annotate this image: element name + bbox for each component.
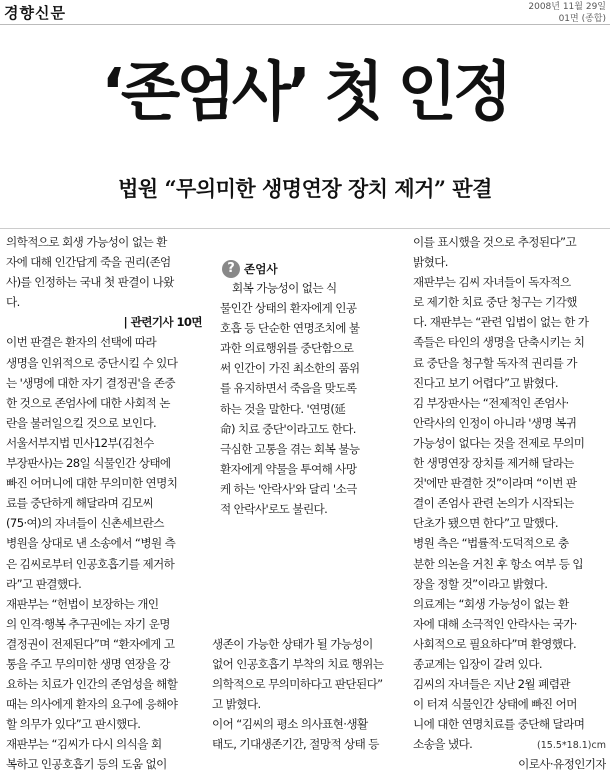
body-line: 부장판사)는 28일 식물인간 상태에: [6, 456, 171, 471]
body-line: 단초가 됐으면 한다”고 말했다.: [413, 516, 558, 531]
masthead: 경향신문: [4, 4, 66, 22]
body-line: 이번 판결은 환자의 선택에 따라: [6, 335, 157, 350]
body-line: 없어 인공호흡기 부착의 치료 행위는: [212, 657, 384, 672]
related-article-note: | 관련기사 10면: [123, 315, 202, 330]
body-line: 다. 재판부는 “관련 입법이 없는 한 가: [413, 315, 589, 330]
byline: 이로사·유정인기자: [518, 757, 606, 772]
body-line: 할 의무가 있다”고 판시했다.: [6, 717, 141, 732]
question-mark-icon: ?: [222, 260, 240, 278]
body-line: 태도, 기대생존기간, 절망적 상태 등: [212, 737, 379, 752]
body-line: 족들은 타인의 생명을 단축시키는 치: [413, 335, 585, 350]
date-block: [528, 1, 606, 25]
body-line: 고 밝혔다.: [212, 697, 261, 712]
body-line: 생명을 인위적으로 중단시킬 수 있다: [6, 355, 178, 370]
body-line: 분한 의논을 거친 후 항소 여부 등 입: [413, 556, 583, 571]
body-line: 의학적으로 회생 가능성이 없는 환: [6, 235, 167, 249]
glossary-line: 호흡 등 단순한 연명조치에 불: [220, 321, 360, 336]
body-line: 진다고 보기 어렵다”고 밝혔다.: [413, 375, 558, 390]
body-line: 다.: [6, 295, 20, 310]
body-line: 란을 불러일으킬 것으로 보인다.: [6, 415, 157, 430]
glossary-line: 환자에게 약물을 투여해 사망: [220, 461, 357, 476]
body-line: 로 제기한 치료 중단 청구는 기각했: [413, 295, 577, 310]
body-line: 는 '생명에 대한 자기 결정권'을 존중: [6, 375, 175, 390]
body-line: 김씨의 자녀들은 지난 2월 폐렴관: [413, 677, 570, 692]
glossary-line: 물인간 상태의 환자에게 인공: [220, 301, 357, 316]
subheadline: 법원 “무의미한 생명연장 장치 제거” 판결: [118, 176, 492, 201]
body-line: 이 터져 식물인간 상태에 빠진 어머: [413, 697, 577, 712]
glossary-line: 하는 것을 말한다. '연명(延: [220, 401, 346, 416]
body-line: 의학적으로 무의미하다고 판단된다”: [212, 677, 383, 692]
glossary-text: [220, 278, 404, 519]
body-line: 니에 대한 연명치료를 중단해 달라며: [413, 717, 585, 732]
clipping-size-note: (15.5*18.1)cm: [537, 740, 606, 751]
body-line: 라”고 판결했다.: [6, 576, 82, 591]
body-line: 료를 중단하게 해달라며 김모씨: [6, 496, 154, 511]
body-line: 때는 의사에게 환자의 요구에 응해야: [6, 697, 178, 712]
headline: ‘존엄사’ 첫 인정: [101, 56, 509, 130]
body-rule: [0, 228, 610, 229]
article-column-3: [413, 232, 606, 775]
body-line: 이어 “김씨의 평소 의사표현·생활: [212, 717, 368, 732]
body-line: 재판부는 “헌법이 보장하는 개인: [6, 596, 159, 611]
body-line: 김 부장판사는 “전제적인 존엄사·: [413, 395, 569, 410]
body-line: 료 중단을 청구할 독자적 권리를 가: [413, 355, 577, 370]
body-line: 이를 표시했을 것으로 추정된다”고: [413, 235, 577, 249]
body-line: 가능성이 없다는 것을 전제로 무의미: [413, 435, 585, 450]
body-line: 의 인격·행복 추구권에는 자기 운명: [6, 616, 170, 631]
body-line: 종교계는 입장이 갈려 있다.: [413, 656, 542, 671]
body-line: 것'에만 판결한 것”이라며 “이번 판: [413, 476, 577, 491]
header-rule: [0, 24, 610, 25]
body-line: (75·여)의 자녀들이 신촌세브란스: [6, 516, 164, 531]
glossary-line: 과한 의료행위를 중단함으로: [220, 341, 354, 356]
article-column-2: [212, 634, 404, 755]
glossary-line: 命) 치료 중단'이라고도 한다.: [220, 421, 356, 436]
body-line: 안락사의 인정이 아니라 '생명 복귀: [413, 415, 577, 430]
body-line: 재판부는 김씨 자녀들이 독자적으: [413, 275, 571, 290]
body-line: 사회적으로 필요하다”며 환영했다.: [413, 636, 577, 651]
body-line: 장을 정할 것”이라고 밝혔다.: [413, 576, 548, 591]
body-line: 결이 존엄사 관련 논의가 시작되는: [413, 496, 574, 511]
body-line: 생존이 가능한 상태가 될 가능성이: [212, 637, 373, 651]
body-line: 병원을 상대로 낸 소송에서 “병원 측: [6, 536, 176, 551]
glossary-line: 적 안락사'로도 불린다.: [220, 502, 328, 517]
body-line: 밝혔다.: [413, 255, 448, 270]
body-line: 은 김씨로부터 인공호흡기를 제거하: [6, 556, 175, 571]
glossary-title: 존엄사: [244, 262, 278, 276]
body-line: 복하고 인공호흡기 등의 도움 없이: [6, 757, 167, 772]
body-line: 통을 주고 무의미한 생명 연장을 강: [6, 656, 170, 671]
page-section: 01면 (종합): [558, 14, 606, 24]
body-line: 한 것으로 존엄사에 대한 사회적 논: [6, 395, 170, 410]
body-line: 자에 대해 소극적인 안락사는 국가·: [413, 616, 577, 631]
issue-date: 2008년 11월 29일: [528, 2, 606, 12]
glossary-line: 회복 가능성이 없는 식: [232, 281, 337, 295]
glossary-box: [210, 248, 406, 622]
body-line: 결정권이 전제된다”며 “환자에게 고: [6, 636, 175, 651]
body-line: 빠진 어머니에 대한 무의미한 연명치: [6, 476, 178, 491]
body-line: 서울서부지법 민사12부(김천수: [6, 435, 154, 450]
body-line: 한 생명연장 장치를 제거해 달라는: [413, 456, 574, 471]
body-line: 소송을 냈다.: [413, 737, 473, 752]
article-column-1: [6, 232, 202, 775]
body-line: 병원 측은 “법률적·도덕적으로 충: [413, 536, 569, 551]
body-line: 요하는 치료가 인간의 존엄성을 해할: [6, 677, 178, 692]
glossary-line: 써 인간이 가진 최소한의 품위: [220, 361, 360, 376]
body-line: 자에 대해 인간답게 죽을 권리(존엄: [6, 255, 171, 270]
body-line: 의료계는 “회생 가능성이 없는 환: [413, 596, 569, 611]
body-line: 재판부는 “김씨가 다시 의식을 회: [6, 737, 162, 752]
body-line: 사)를 인정하는 국내 첫 판결이 나왔: [6, 275, 174, 290]
glossary-line: 를 유지하면서 죽음을 맞도록: [220, 381, 357, 396]
glossary-line: 극심한 고통을 겪는 회복 불능: [220, 441, 360, 456]
glossary-line: 케 하는 '안락사'와 달리 '소극: [220, 481, 357, 496]
